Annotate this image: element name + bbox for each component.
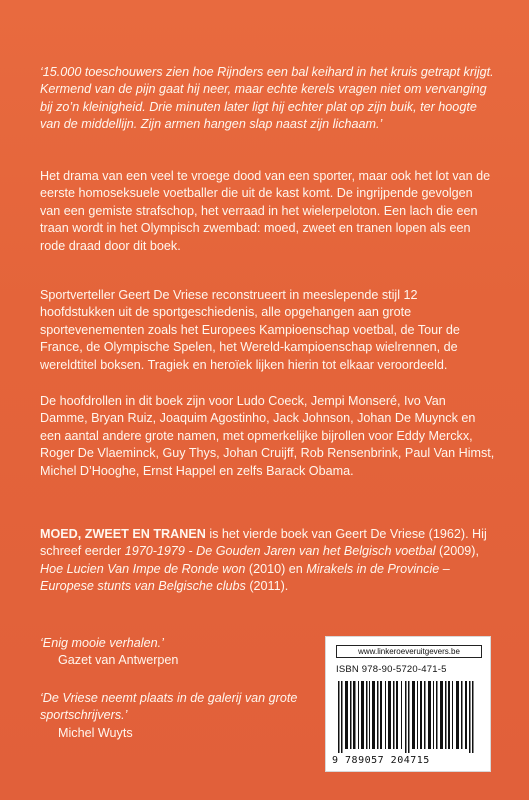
barcode-number: 9 789057 204715	[332, 755, 430, 766]
previous-book-1: 1970-1979 - De Gouden Jaren van het Belgisch voetbal	[124, 544, 436, 559]
barcode-bars	[338, 681, 480, 753]
book-title: MOED, ZWEET EN TRANEN	[40, 527, 206, 541]
author-text-3: (2010) en	[245, 561, 307, 576]
opening-quote	[40, 64, 495, 134]
author-text-4: (2011).	[245, 579, 289, 594]
previous-book-2: Hoe Lucien Van Impe de Ronde won	[40, 561, 246, 576]
author-text-1: is het vierde boek van Geert De Vriese (1962). Hij schreef eerder	[40, 527, 487, 559]
review-1	[40, 635, 178, 670]
barcode-label	[325, 636, 491, 772]
review-2-quote: ‘De Vriese neemt plaats in de galerij van grote sportschrijvers.’	[40, 691, 298, 723]
publisher-url: www.linkeroeveruitgevers.be	[336, 645, 482, 658]
opening-quote-text: ‘15.000 toeschouwers zien hoe Rijnders een bal keihard in het kruis getrapt krijgt. Kermend van de pijn gaat hij neer, maar echte kerels vragen niet om vervanging bij zo’n kleinigheid. Drie minuten later ligt hij echter plat op zijn buik, ter hoogte van de middellijn. Zijn armen hangen slap naast zijn lichaam.’	[40, 65, 494, 132]
author-paragraph-text	[40, 526, 495, 596]
blurb-paragraph-1	[40, 168, 495, 255]
author-text-2: (2009),	[435, 544, 479, 559]
isbn-text: ISBN 978-90-5720-471-5	[336, 664, 447, 675]
review-2	[40, 690, 310, 742]
blurb-paragraph-2	[40, 287, 495, 374]
review-1-quote: ‘Enig mooie verhalen.’	[40, 636, 164, 650]
blurb-paragraph-3	[40, 393, 495, 480]
review-1-source: Gazet van Antwerpen	[58, 653, 179, 668]
author-paragraph	[40, 526, 495, 596]
review-2-source: Michel Wuyts	[58, 725, 133, 740]
previous-book-3: Mirakels in de Provincie – Europese stunts van Belgische clubs	[40, 561, 450, 594]
blurb-paragraph-3-text: De hoofdrollen in dit boek zijn voor Ludo Coeck, Jempi Monseré, Ivo Van Damme, Bryan Ruiz, Joaquim Agostinho, Jack Johnson, Johan De Muynck en een aantal andere grote namen, met opmerkelijke bijrollen voor Eddy Merckx, Roger De Vlaeminck, Guy Thys, Johan Cruijff, Rob Rensenbrink, Paul Van Himst, Michel D’Hooghe, Ernst Happel en zelfs Barack Obama.	[40, 394, 495, 478]
blurb-paragraph-1-text: Het drama van een veel te vroege dood van een sporter, maar ook het lot van de eerste homoseksuele voetballer die uit de kast komt. De ingrijpende gevolgen van een gemiste strafschop, het verraad in het wielerpeloton. Een lach die een traan wordt in het Olympisch zwembad: moed, zweet en tranen lopen als een rode draad door dit boek.	[40, 169, 491, 253]
blurb-paragraph-2-text: Sportverteller Geert De Vriese reconstrueert in meeslepende stijl 12 hoofdstukken uit de sportgeschiedenis, alle opgehangen aan grote sportevenementen zoals het Europees Kampioenschap voetbal, de Tour de France, de Olympische Spelen, het Wereld-kampioenschap wielrennen, de wereldtitel boksen. Tragiek en heroïek lijken hierin tot elkaar veroordeeld.	[40, 288, 460, 372]
